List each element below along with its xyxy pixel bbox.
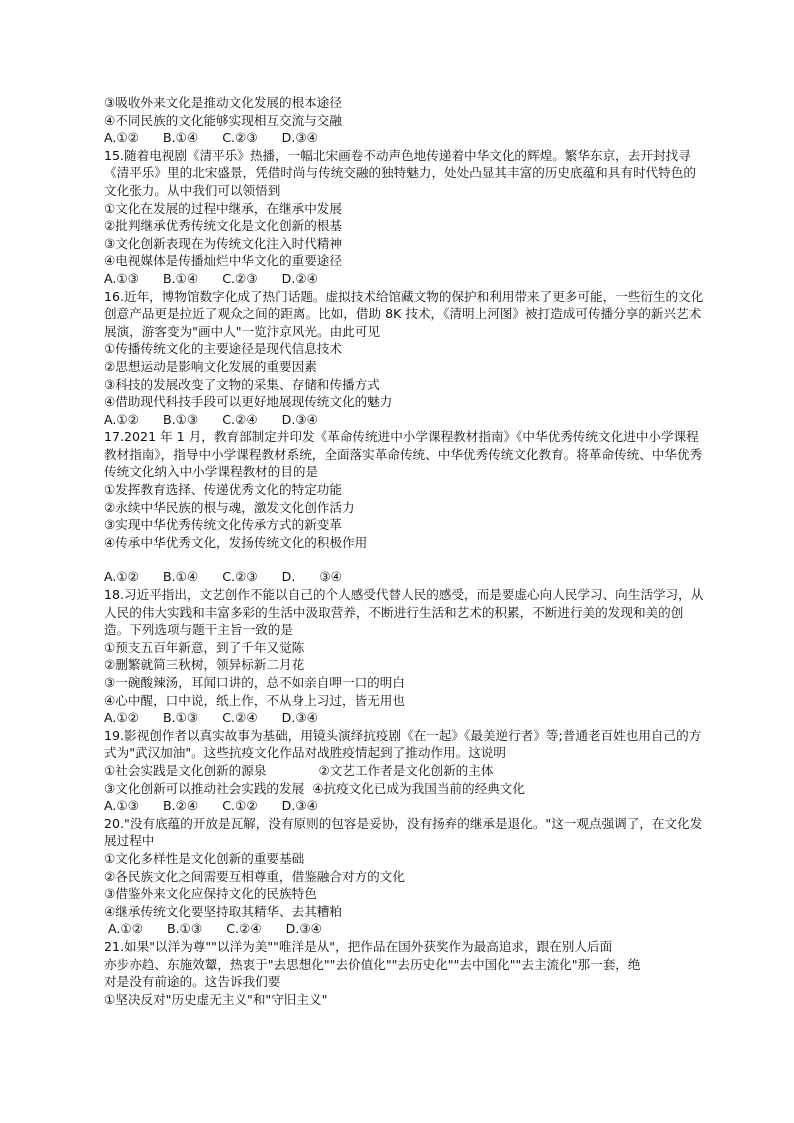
- option-2: ②删繁就简三秋树，领异标新二月花: [104, 657, 305, 673]
- option-4: ④继承传统文化要坚持取其精华、去其糟粕: [104, 903, 342, 919]
- question-stem-line: 21.如果"以洋为尊""以洋为美""唯洋是从"，把作品在国外获奖作为最高追求，跟在别人后面: [104, 938, 613, 954]
- option-row-1: ①社会实践是文化创新的源泉 ②文艺工作者是文化创新的主体: [104, 762, 494, 778]
- option-3: ③文化创新表现在为传统文化注入时代精神: [104, 235, 342, 251]
- q14-choices: A.①② B.①④ C.②③ D.③④: [104, 130, 318, 146]
- option-2: ②永续中华民族的根与魂，激发文化创作活力: [104, 499, 355, 515]
- question-stem: 19.影视创作者以真实故事为基础，用镜头演绎抗疫剧《在一起》《最美逆行者》等;普通老百姓也用自己的方式为"武汉加油"。这些抗疫文化作品对战胜疫情起到了推动作用。这说明: [104, 727, 702, 761]
- option-1: ①传播传统文化的主要途径是现代信息技术: [104, 341, 342, 357]
- option-4: ④传承中华优秀文化，发扬传统文化的积极作用: [104, 534, 368, 550]
- option-3: ③科技的发展改变了文物的采集、存储和传播方式: [104, 376, 380, 392]
- question-stem-line: 对是没有前途的。这告诉我们要: [104, 974, 281, 990]
- option-row-2: ③文化创新可以推动社会实践的发展 ④抗疫文化已成为我国当前的经典文化: [104, 780, 525, 796]
- answer-choices: A.①② B.①④ C.②③ D. ③④: [104, 569, 342, 585]
- option-4: ④心中醒，口中说，纸上作，不从身上习过，皆无用也: [104, 692, 405, 708]
- answer-choices: A.①③ B.①④ C.②③ D.②④: [104, 270, 318, 286]
- exam-page: [104, 94, 704, 1008]
- question-stem: 17.2021 年 1 月，教育部制定并印发《革命传统进中小学课程教材指南》《中华优秀传统文化进中小学课程教材指南》，指导中小学课程教材系统，全面落实革命传统、中华优秀传统文化教育。将革命传统、中华优秀传统文化纳入中小学课程教材的目的是: [104, 429, 703, 480]
- question-18: [104, 586, 704, 727]
- option-2: ②思想运动是影响文化发展的重要因素: [104, 358, 317, 374]
- option-1: ①文化在发展的过程中继承，在继承中发展: [104, 200, 342, 216]
- option-4: ④电视媒体是传播灿烂中华文化的重要途径: [104, 253, 342, 269]
- question-19: [104, 727, 704, 815]
- question-21: [104, 938, 704, 1008]
- answer-choices: A.①② B.①③ C.②④ D.③④: [104, 921, 322, 937]
- q14-option-4: ④不同民族的文化能够实现相互交流与交融: [104, 112, 342, 128]
- question-stem-line: 亦步亦趋、东施效颦，热衷于"去思想化""去价值化""去历史化""去中国化""去主流化"那一套，绝: [104, 956, 641, 972]
- q14-option-3: ③吸收外来文化是推动文化发展的根本途径: [104, 95, 342, 110]
- option-3: ③实现中华优秀传统文化传承方式的新变革: [104, 517, 342, 533]
- question-stem: 15.随着电视剧《清平乐》热播，一幅北宋画卷不动声色地传递着中华文化的辉煌。繁华东京，去开封找寻《清平乐》里的北宋盛景，凭借时尚与传统交融的独特魅力，处处凸显其丰富的历史底蕴和具有时代特色的文化张力。从中我们可以领悟到: [104, 147, 696, 198]
- answer-choices: A.①③ B.②④ C.①② D.③④: [104, 798, 318, 814]
- option-1: ①文化多样性是文化创新的重要基础: [104, 850, 305, 866]
- question-17: [104, 428, 704, 586]
- question-stem: 18.习近平指出，文艺创作不能以自己的个人感受代替人民的感受，而是要虚心向人民学习、向生活学习，从人民的伟大实践和丰富多彩的生活中汲取营养，不断进行生活和艺术的积累，不断进行美的发现和美的创造。下列选项与题干主旨一致的是: [104, 587, 704, 638]
- question-stem: 20."没有底蕴的开放是瓦解，没有原则的包容是妥协，没有扬弃的继承是退化。"这一观点强调了，在文化发展过程中: [104, 815, 703, 849]
- question-20: [104, 815, 704, 938]
- option-3: ③一碗酸辣汤，耳闻口讲的，总不如亲自呷一口的明白: [104, 675, 405, 690]
- option-2: ②批判继承优秀传统文化是文化创新的根基: [104, 218, 342, 234]
- spacer: [104, 551, 704, 568]
- answer-choices: A.①② B.①③ C.②④ D.③④: [104, 411, 318, 427]
- option-2: ②各民族文化之间需要互相尊重，借鉴融合对方的文化: [104, 868, 405, 884]
- option-3: ③借鉴外来文化应保持文化的民族特色: [104, 886, 317, 902]
- question-stem: 16.近年，博物馆数字化成了热门话题。虚拟技术给馆藏文物的保护和利用带来了更多可能，一些衍生的文化创意产品更是拉近了观众之间的距离。比如，借助 8K 技术，《清明上河图》被打造成可传播分享的新兴艺术展演，游客变为"画中人"一览汴京风光。由此可见: [104, 288, 704, 339]
- question-16: [104, 288, 704, 429]
- option-1: ①预支五百年新意，到了千年又觉陈: [104, 639, 305, 655]
- option-1: ①坚决反对"历史虚无主义"和"守旧主义": [104, 991, 328, 1007]
- option-1: ①发挥教育选择、传递优秀文化的特定功能: [104, 482, 342, 498]
- answer-choices: A.①② B.①③ C.②④ D.③④: [104, 710, 318, 726]
- question-15: [104, 147, 704, 288]
- option-4: ④借助现代科技手段可以更好地展现传统文化的魅力: [104, 394, 393, 410]
